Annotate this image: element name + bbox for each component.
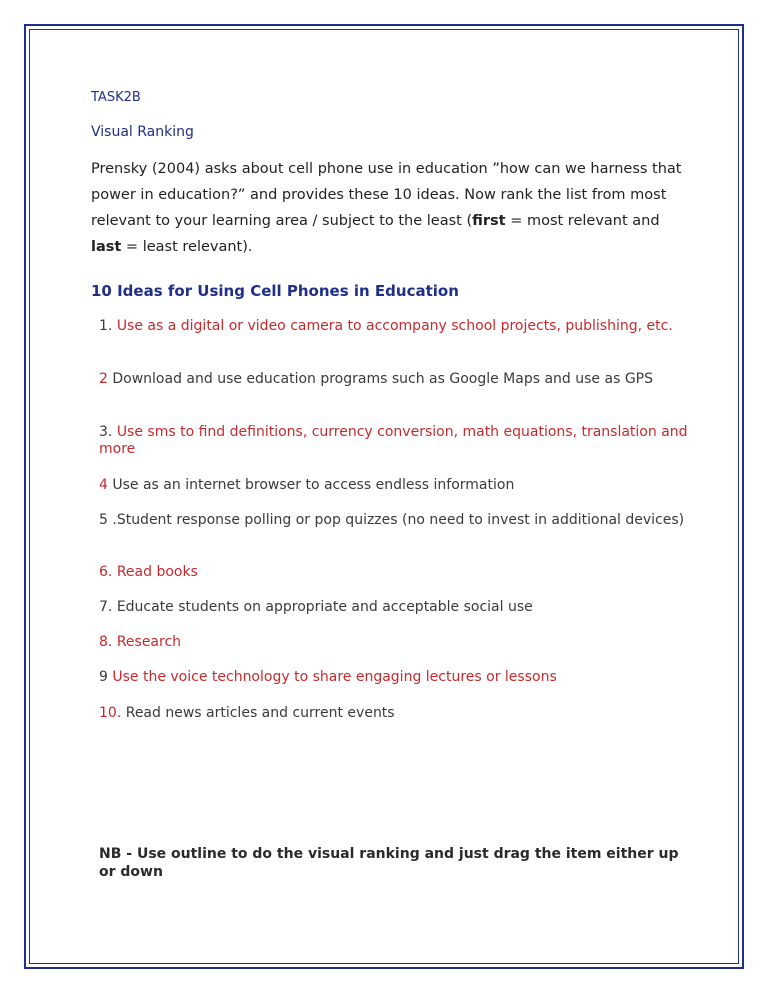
intro-text-3: = least relevant). [121, 239, 253, 255]
idea-text: Educate students on appropriate and acceptable social use [116, 599, 533, 615]
idea-item-10[interactable] [99, 705, 689, 722]
note-text: NB - Use outline to do the visual ranking and just drag the item either up or down [99, 846, 679, 880]
idea-item-6[interactable] [99, 564, 689, 581]
intro-last-word: last [91, 239, 122, 255]
idea-item-4[interactable] [99, 477, 689, 494]
idea-text: Download and use education programs such as Google Maps and use as GPS [107, 371, 653, 387]
idea-number: 3. [99, 424, 117, 440]
intro-text-2: = most relevant and [505, 213, 660, 229]
idea-number: 2 [99, 371, 108, 387]
idea-text: Use sms to find definitions, currency conversion, math equations, translation and more [99, 424, 688, 457]
idea-number: 8. [99, 634, 117, 650]
idea-text: Read books [116, 564, 198, 580]
intro-paragraph [91, 156, 691, 260]
idea-item-2[interactable] [99, 371, 689, 388]
idea-number: 4 [99, 477, 108, 493]
task-label: TASK2B [91, 90, 141, 105]
idea-text: Use the voice technology to share engaging lectures or lessons [112, 669, 557, 685]
idea-text: Student response polling or pop quizzes (no need to invest in additional devices) [116, 512, 685, 528]
idea-item-8[interactable] [99, 634, 689, 651]
idea-text: Use as a digital or video camera to accompany school projects, publishing, etc. [116, 318, 673, 334]
subtitle: Visual Ranking [91, 124, 194, 140]
idea-item-1[interactable] [99, 318, 689, 335]
idea-number: 9 [99, 669, 113, 685]
idea-item-9[interactable] [99, 669, 689, 686]
intro-first-word: first [472, 213, 506, 229]
idea-number: 1. [99, 318, 117, 334]
idea-number: 7. [99, 599, 117, 615]
list-heading: 10 Ideas for Using Cell Phones in Education [91, 282, 459, 300]
intro-text-1: Prensky (2004) asks about cell phone use in education ”how can we harness that power in education?” and provides these 10 ideas. Now rank the list from most relevant to your learning area / subject to the least ( [91, 161, 682, 229]
idea-number: 6. [99, 564, 117, 580]
idea-text: Use as an internet browser to access endless information [107, 477, 515, 493]
idea-item-3[interactable] [99, 424, 689, 458]
idea-number: 10. [99, 705, 122, 721]
idea-number: 5 . [99, 512, 117, 528]
idea-item-5[interactable] [99, 512, 689, 529]
idea-text: Research [116, 634, 182, 650]
idea-item-7[interactable] [99, 599, 689, 616]
idea-text: Read news articles and current events [121, 705, 395, 721]
